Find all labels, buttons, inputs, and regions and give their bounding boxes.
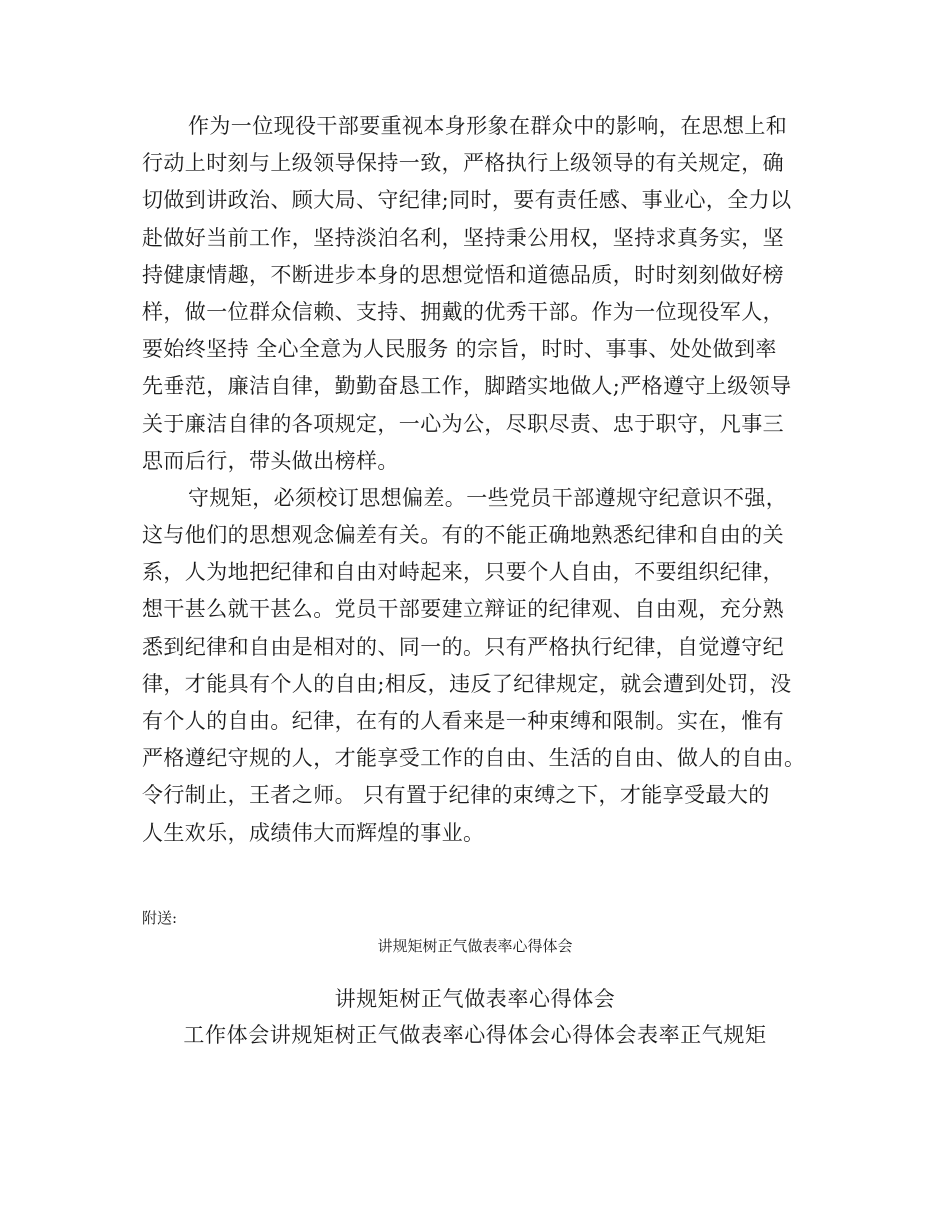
paragraph-2-line-8: 严格遵纪守规的人，才能享受工作的自由、生活的自由、做人的自由。: [142, 746, 806, 771]
paragraph-1-line-8: 先垂范，廉洁自律，勤勤奋恳工作，脚踏实地做人;严格遵守上级领导: [142, 374, 792, 399]
paragraph-2-line-7: 有个人的自由。纪律，在有的人看来是一种束缚和限制。实在，惟有: [142, 709, 784, 733]
paragraph-2-line-5: 悉到纪律和自由是相对的、同一的。只有严格执行纪律，自觉遵守纪: [142, 634, 784, 659]
paragraph-1-line-3: 切做到讲政治、顾大局、守纪律;同时，要有责任感、事业心，全力以: [142, 188, 792, 213]
paragraph-1-line-10: 思而后行，带头做出榜样。: [142, 448, 399, 473]
appendix-keywords: 工作体会讲规矩树正气做表率心得体会心得体会表率正气规矩: [183, 1023, 767, 1047]
paragraph-1-line-5: 持健康情趣，不断进步本身的思想觉悟和道德品质，时时刻刻做好榜: [142, 262, 784, 287]
paragraph-2-line-6: 律，才能具有个人的自由;相反，违反了纪律规定，就会遭到处罚，没: [142, 671, 792, 696]
body-text: [142, 108, 808, 852]
paragraph-1-line-9: 关于廉洁自律的各项规定，一心为公，尽职尽责、忠于职守，凡事三: [142, 411, 784, 436]
paragraph-2-line-10: 人生欢乐，成绩伟大而辉煌的事业。: [142, 820, 485, 845]
paragraph-1-line-7: 要始终坚持 全心全意为人民服务 的宗旨，时时、事事、处处做到率: [142, 337, 777, 362]
appendix-label: 附送:: [142, 909, 178, 927]
paragraph-1-line-2: 行动上时刻与上级领导保持一致，严格执行上级领导的有关规定，确: [142, 151, 784, 176]
paragraph-2-line-4: 想干甚么就干甚么。党员干部要建立辩证的纪律观、自由观，充分熟: [142, 597, 784, 622]
paragraph-1-line-6: 样，做一位群众信赖、支持、拥戴的优秀干部。作为一位现役军人，: [142, 299, 784, 324]
paragraph-2-line-1: 守规矩，必须校订思想偏差。一些党员干部遵规守纪意识不强，: [188, 485, 788, 510]
paragraph-2-line-9: 令行制止，王者之师。 只有置于纪律的束缚之下，才能享受最大的: [142, 783, 770, 808]
paragraph-2-line-2: 这与他们的思想观念偏差有关。有的不能正确地熟悉纪律和自由的关: [142, 523, 784, 548]
appendix-title: 讲规矩树正气做表率心得体会: [334, 987, 616, 1011]
paragraph-2-line-3: 系，人为地把纪律和自由对峙起来，只要个人自由，不要组织纪律，: [142, 560, 784, 585]
paragraph-1-line-1: 作为一位现役干部要重视本身形象在群众中的影响，在思想上和: [188, 114, 788, 138]
appendix-small-title: 讲规矩树正气做表率心得体会: [377, 937, 573, 955]
paragraph-1-line-4: 赴做好当前工作，坚持淡泊名利，坚持秉公用权，坚持求真务实，坚: [142, 225, 784, 250]
